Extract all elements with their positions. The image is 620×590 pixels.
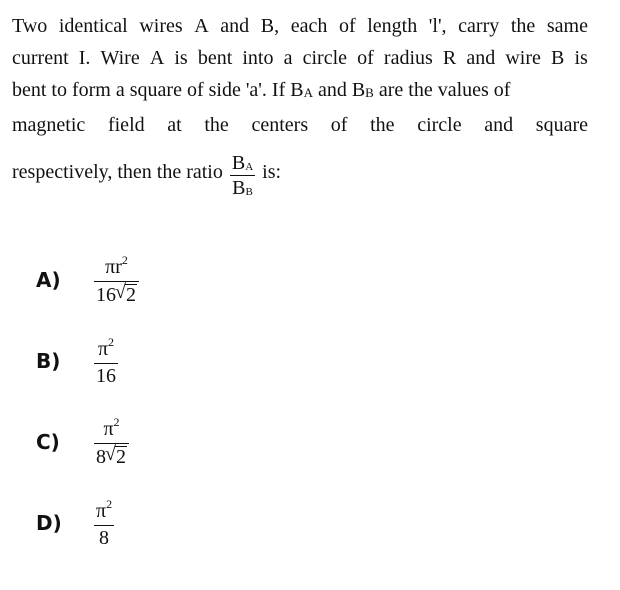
superscript: 2 [108,335,115,349]
option-fraction [94,416,129,467]
subscript-a: A [303,85,313,100]
sqrt-icon [106,446,127,467]
word: A [149,47,165,69]
denominator [94,446,129,467]
sqrt-icon [116,284,137,305]
word: bent [197,47,233,69]
denominator: 16 [96,365,116,387]
word: length [367,15,418,37]
word: into [242,47,274,69]
ratio-num-letter: B [231,152,246,174]
word: of [338,15,356,37]
numerator [96,336,116,361]
option-fraction [94,336,118,386]
option-fraction [94,498,114,548]
ratio-denominator [230,178,255,198]
question-line-5 [12,151,588,199]
word: and [220,15,250,37]
question-line-4 [12,109,588,141]
word: of [357,47,374,69]
ratio-den-letter: B [232,177,246,199]
option-d[interactable] [36,498,116,548]
word: Wire [100,47,140,69]
word: at [167,114,182,136]
fraction-bar [94,525,114,526]
word: the [204,114,229,136]
numerator [103,254,130,279]
word: I. [78,47,91,69]
fraction-bar [94,363,118,364]
word: A [194,15,209,37]
radicand: 2 [116,446,126,468]
word: same [546,15,588,37]
word: B, [260,15,280,37]
word: centers [251,114,309,136]
den-coefficient: 16 [96,284,116,306]
option-label: A) [36,267,61,292]
word: 'l', [428,15,447,37]
word: circle [302,47,348,69]
option-math [92,498,116,548]
word: and [466,47,496,69]
option-math [92,254,141,305]
subscript-b: B [365,85,374,100]
ratio-numerator [230,153,255,173]
word: current [12,47,69,69]
word: is [174,47,188,69]
text-run: respectively, then the ratio [12,161,223,184]
question-line-3 [12,74,588,109]
word: identical [58,15,128,37]
question-text [12,10,588,199]
denominator [94,284,139,305]
word: and [484,114,514,136]
option-b[interactable] [36,336,120,386]
superscript: 2 [121,253,128,267]
text-run: and B [312,79,366,101]
word: radius [383,47,433,69]
word: B [551,47,565,69]
ratio-fraction [230,153,255,198]
option-c[interactable] [36,416,131,467]
text-run: bent to form a square of side 'a'. If B [12,79,304,101]
word: R [442,47,457,69]
option-label: B) [36,349,61,373]
word: magnetic [12,114,86,136]
option-math [92,336,120,386]
ratio-num-subscript: A [245,161,254,173]
radicand: 2 [126,284,136,306]
word: carry [458,15,500,37]
option-math [92,416,131,467]
word: the [370,114,395,136]
numerator [94,498,114,523]
superscript: 2 [106,497,113,511]
question-line-2 [12,42,588,74]
denominator: 8 [99,527,110,549]
num-text: πr [105,256,122,278]
word: field [107,114,145,136]
word: a [283,47,293,69]
word: of [330,114,348,136]
question-line-1 [12,10,588,42]
num-text: π [96,500,107,522]
word: wires [139,15,183,37]
den-coefficient: 8 [96,446,106,468]
word: the [510,15,536,37]
word: each [290,15,328,37]
word: Two [12,15,48,37]
num-text: π [103,418,114,440]
option-fraction [94,254,139,305]
fraction-bar [230,175,255,176]
ratio-den-subscript: B [245,186,253,198]
word: circle [417,114,462,136]
option-label: C) [36,429,60,454]
word: square [535,114,588,136]
superscript: 2 [113,415,120,429]
text-run: is: [262,161,282,184]
word: is [574,47,588,69]
numerator [101,416,121,441]
option-label: D) [36,511,62,535]
word: wire [505,47,541,69]
text-run: are the values of [373,79,511,101]
num-text: π [97,338,109,360]
option-a[interactable] [36,254,141,305]
